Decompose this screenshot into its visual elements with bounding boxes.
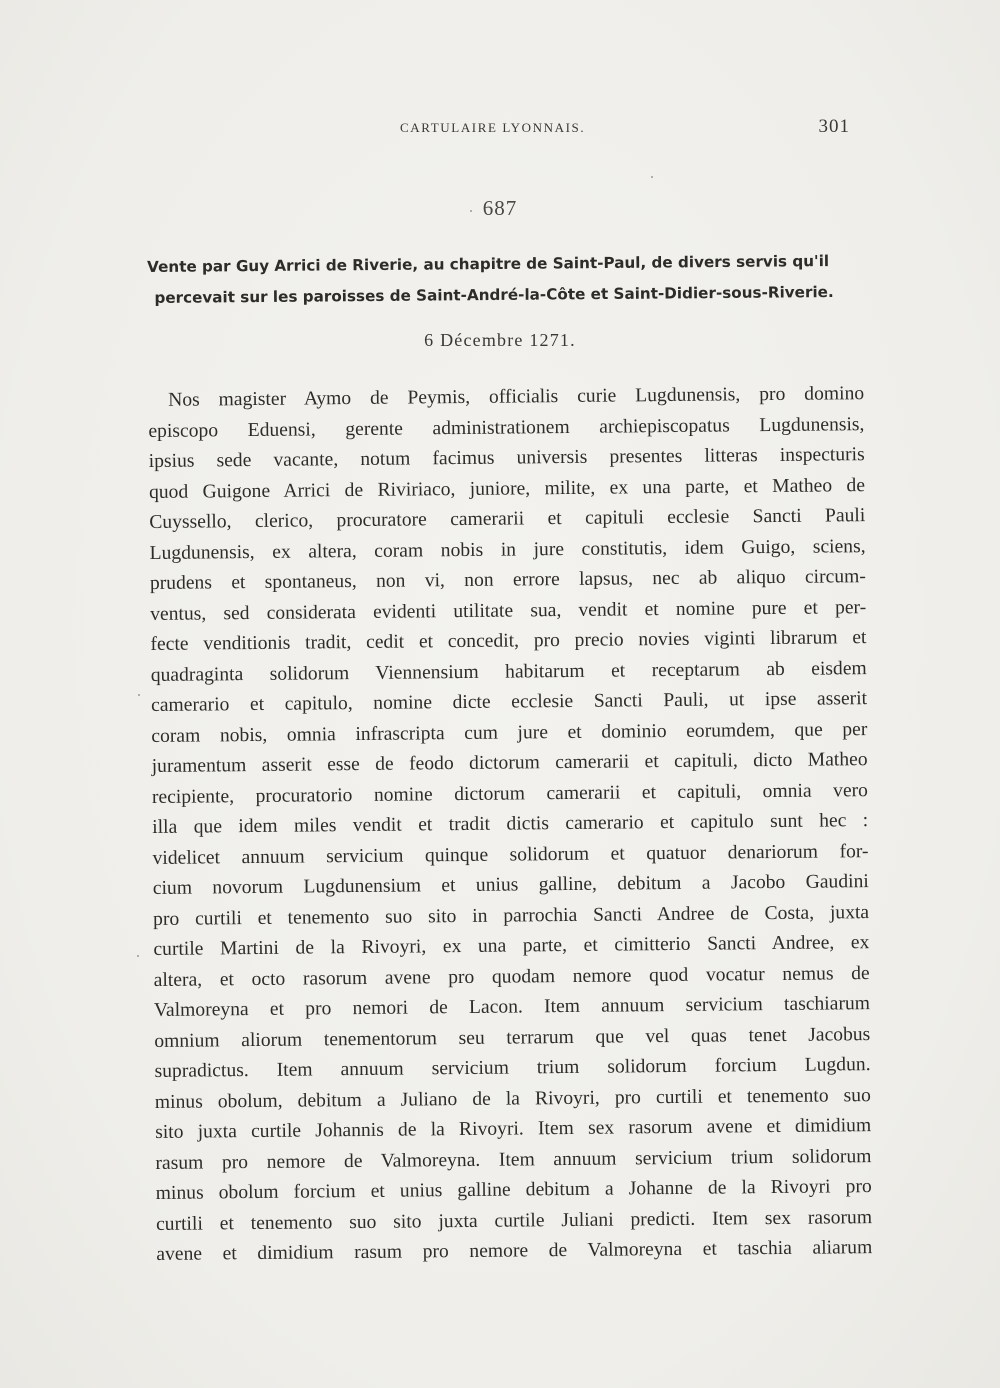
text-line: avene et dimidium rasum pro nemore de Valmoreyna et taschia aliarum	[156, 1237, 873, 1265]
paper-speck	[138, 694, 140, 696]
text-line: supradictus. Item annuum servicium trium solidorum forcium Lugdun.	[154, 1054, 871, 1082]
document-summary	[147, 246, 864, 314]
text-line: minus obolum forcium et unius galline debitum a Johanne de la Rivoyri pro	[155, 1176, 872, 1204]
text-line: prudens et spontaneus, non vi, non errore lapsus, nec ab aliquo circum-	[149, 566, 866, 594]
text-line: videlicet annuum servicium quinque solidorum et quatuor denariorum for-	[152, 840, 869, 869]
text-line: fecte venditionis tradit, cedit et concedit, pro precio novies viginti librarum et	[150, 627, 867, 655]
text-line: pro curtili et tenemento suo sito in parrochia Sancti Andree de Costa, juxta	[153, 901, 870, 930]
document-number: 687	[482, 196, 518, 220]
page-number: 301	[818, 116, 850, 137]
text-line: altera, et octo rasorum avene pro quodam nemore quod vocatur nemus de	[153, 962, 870, 991]
text-line: omnium aliorum tenementorum seu terrarum que vel quas tenet Jacobus	[154, 1023, 871, 1052]
running-head	[150, 116, 860, 140]
text-line: Nos magister Aymo de Peymis, officialis curie Lugdunensis, pro domino	[168, 383, 865, 411]
text-line: ipsius sede vacante, notum facimus universis presentes litteras inspecturis	[148, 444, 865, 472]
running-title: CARTULAIRE LYONNAIS.	[400, 120, 586, 135]
text-line: juramentum asserit esse de feodo dictorum camerarii et capituli, dicto Matheo	[151, 749, 868, 777]
paper-speck	[651, 176, 653, 178]
document-date: 6 Décembre 1271.	[424, 330, 576, 350]
text-line: Valmoreyna et pro nemori de Lacon. Item annuum servicium taschiarum	[153, 993, 871, 1021]
text-line: quod Guigone Arrici de Riviriaco, juniore, milite, ex una parte, et Matheo de	[148, 474, 866, 503]
text-line: Lugdunensis, ex altera, coram nobis in jure constitutis, idem Guigo, sciens,	[149, 535, 866, 564]
paper-speck	[470, 210, 472, 212]
text-line: minus obolum, debitum a Juliano de la Rivoyri, pro curtili et tenemento suo	[154, 1084, 871, 1113]
text-line: camerario et capitulo, nomine dicte ecclesie Sancti Pauli, ut ipse asserit	[150, 688, 868, 716]
summary-line: percevait sur les paroisses de Saint-André-la-Côte et Saint-Didier-sous-Riverie.	[154, 283, 834, 307]
text-line: episcopo Eduensi, gerente administrationem archiepiscopatus Lugdunensis,	[148, 413, 865, 442]
charter-text	[148, 379, 872, 1270]
text-line: sito juxta curtile Johannis de la Rivoyri. Item sex rasorum avene et dimidium	[155, 1115, 872, 1143]
text-line: quadraginta solidorum Viennensium habitarum et receptarum ab eisdem	[150, 657, 867, 686]
text-line: ventus, sed considerata evidenti utilitate sua, vendit et nomine pure et per-	[150, 596, 867, 625]
summary-line: Vente par Guy Arrici de Riverie, au chapitre de Saint-Paul, de divers servis qu'il	[147, 252, 830, 276]
text-line: coram nobis, omnia infrascripta cum jure et dominio eorumdem, que per	[151, 718, 868, 747]
text-line: Cuyssello, clerico, procuratore camerarii et capituli ecclesie Sancti Pauli	[149, 505, 866, 533]
text-line: rasum pro nemore de Valmoreyna. Item annuum servicium trium solidorum	[155, 1145, 872, 1174]
text-line: curtili et tenemento suo sito juxta curtile Juliani predicti. Item sex rasorum	[155, 1206, 873, 1235]
text-line: curtile Martini de la Rivoyri, ex una parte, et cimitterio Sancti Andree, ex	[153, 932, 870, 960]
text-line: recipiente, procuratorio nomine dictorum camerarii et capituli, omnia vero	[151, 779, 869, 808]
text-line: cium novorum Lugdunensium et unius galline, debitum a Jacobo Gaudini	[152, 871, 869, 899]
text-line: illa que idem miles vendit et tradit dictis camerario et capitulo sunt hec :	[152, 810, 869, 838]
paper-speck	[137, 955, 139, 957]
